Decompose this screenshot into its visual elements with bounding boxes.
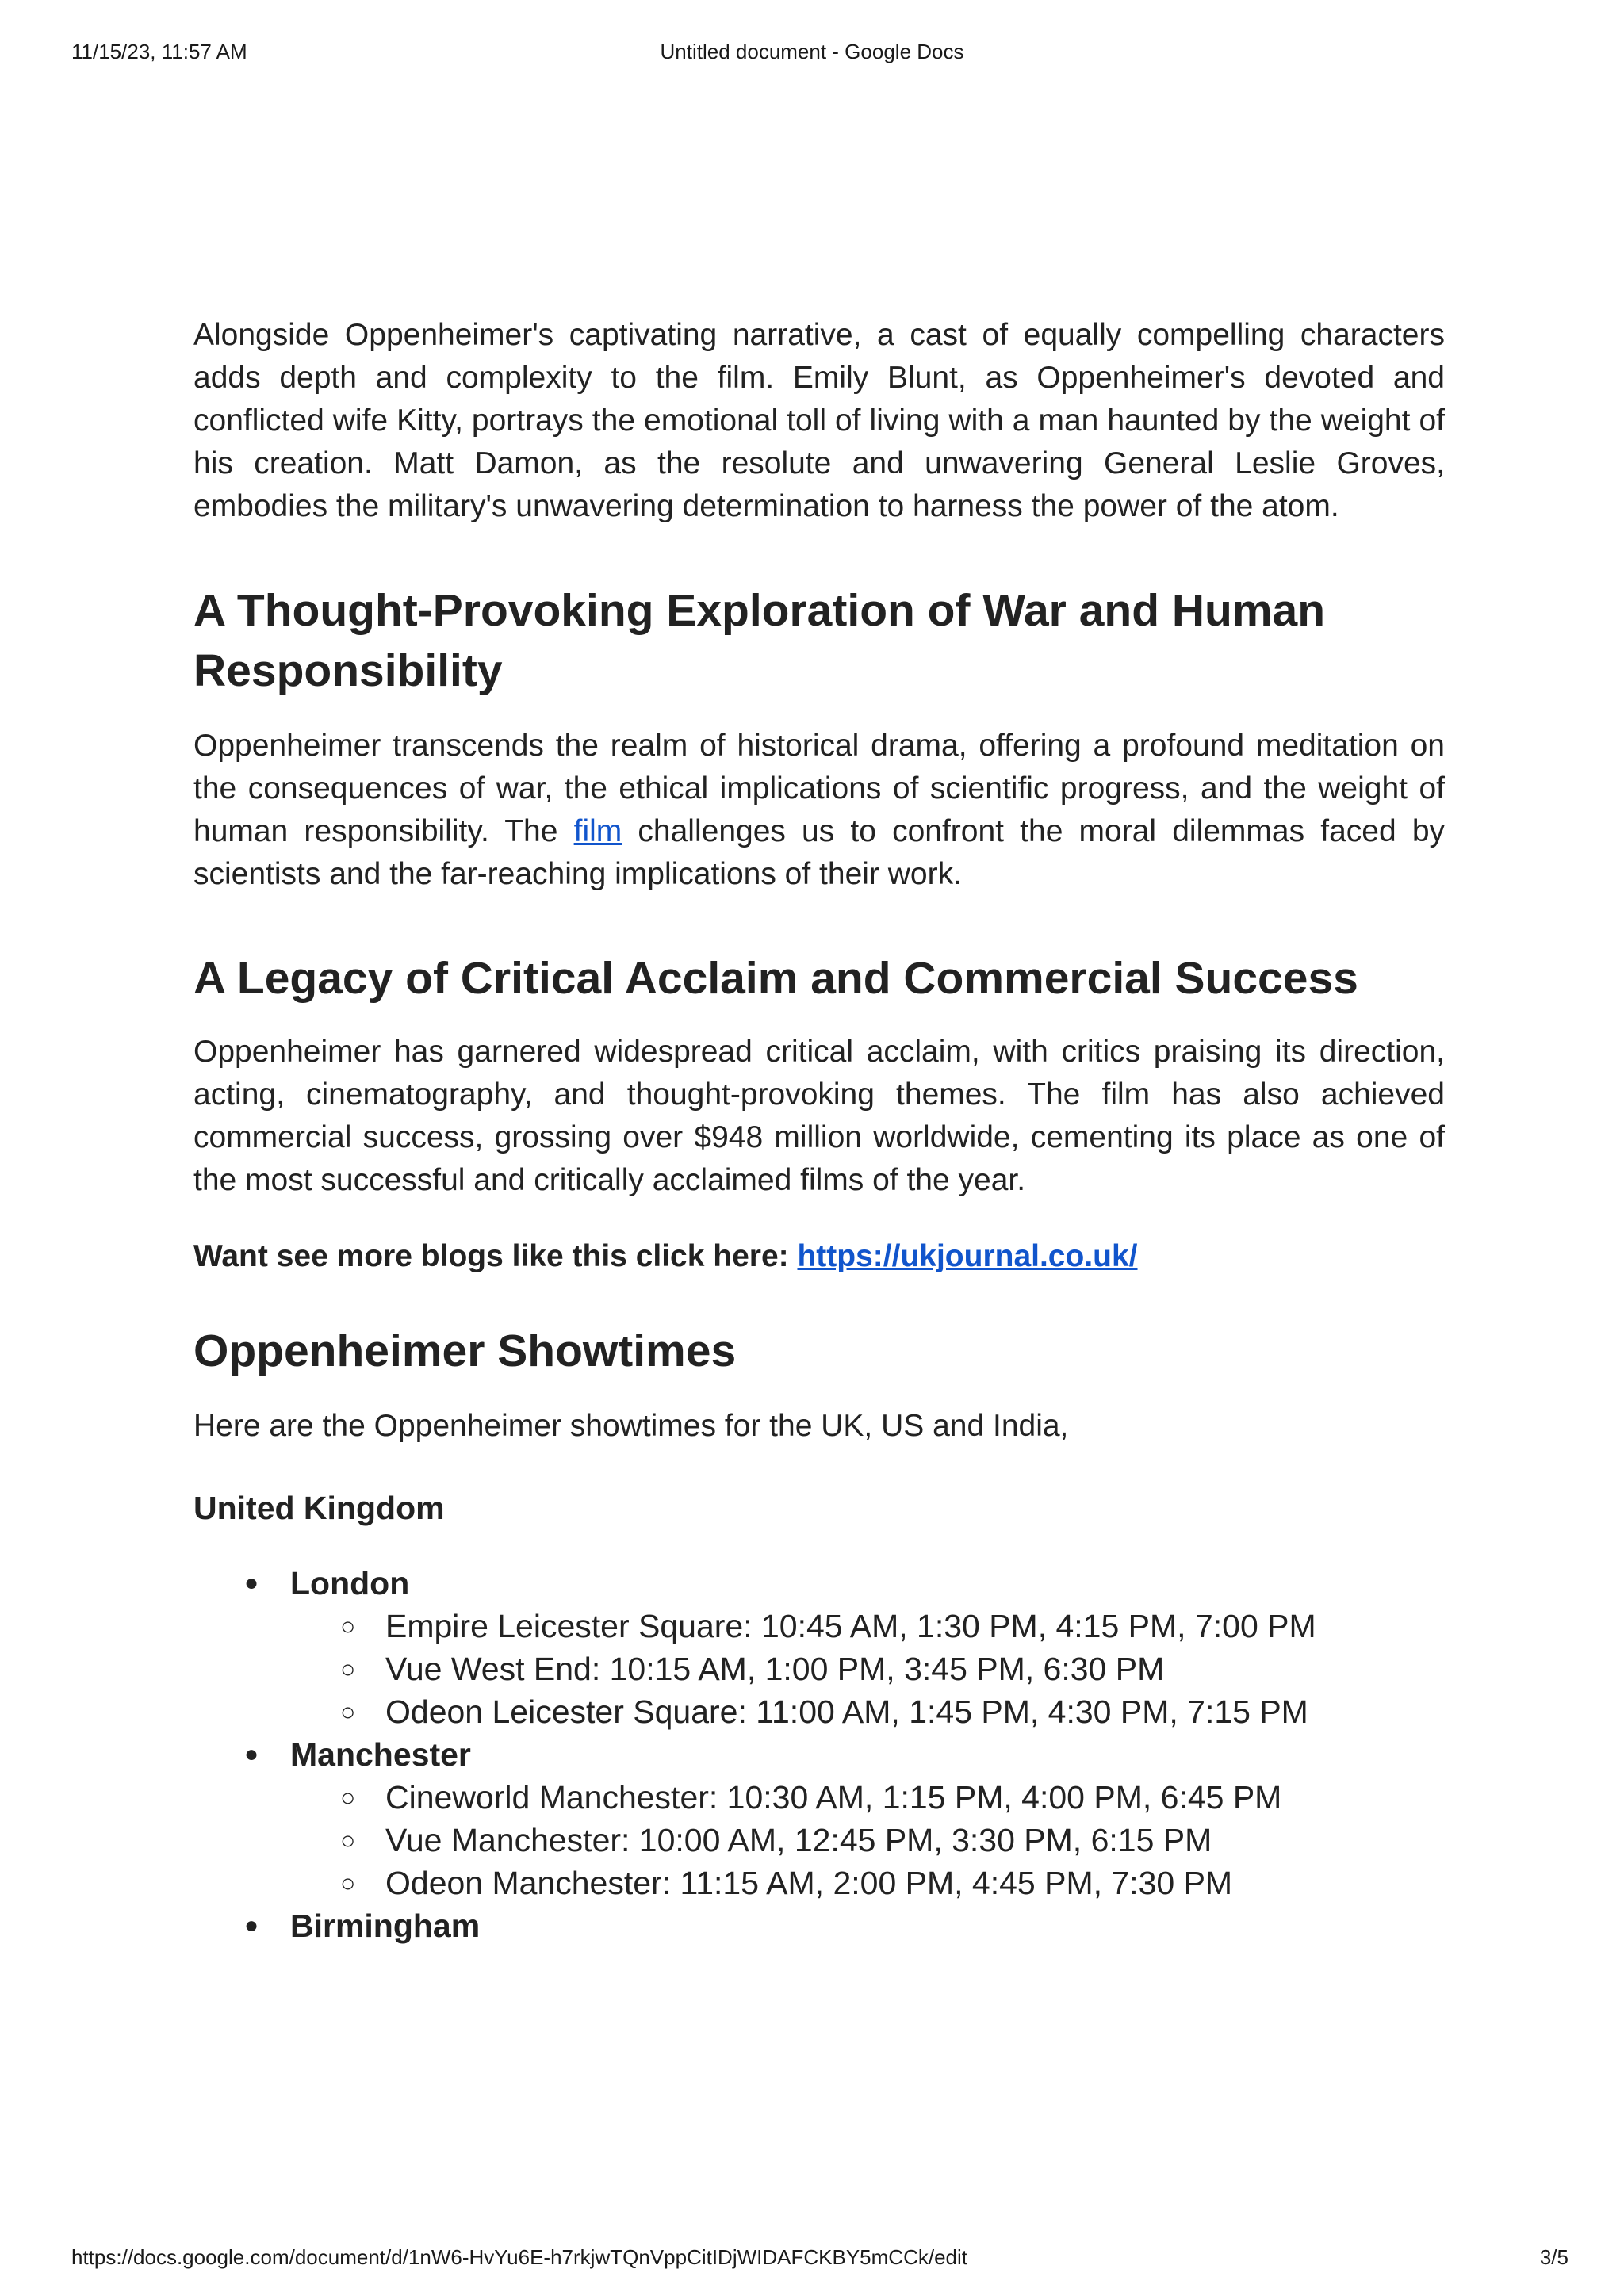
theater-list: [290, 1605, 1445, 1733]
theater-showtimes: Odeon Leicester Square: 11:00 AM, 1:45 PM, 4:30 PM, 7:15 PM: [385, 1693, 1308, 1730]
theater-showtimes: Vue Manchester: 10:00 AM, 12:45 PM, 3:30 PM, 6:15 PM: [385, 1822, 1212, 1858]
print-footer: [0, 2245, 1624, 2274]
bullet-icon: ●: [244, 1741, 259, 1767]
print-url: https://docs.google.com/document/d/1nW6-HvYu6E-h7rkjwTQnVppCitIDjWIDAFCKBY5mCCk/edit: [71, 2245, 967, 2269]
section-heading-war-responsibility: A Thought-Provoking Exploration of War and Human Responsibility: [193, 585, 1326, 696]
document-body: [193, 314, 1445, 1947]
circle-bullet-icon: ○: [340, 1826, 356, 1854]
list-item-theater: [289, 1862, 1445, 1904]
theater-showtimes: Cineworld Manchester: 10:30 AM, 1:15 PM, 4:00 PM, 6:45 PM: [385, 1779, 1282, 1816]
list-item-theater: [289, 1690, 1445, 1733]
section2-paragraph: Oppenheimer has garnered widespread critical acclaim, with critics praising its direction, acting, cinematography, and thought-provoking themes. The film has also achieved commercial success, grossing over $948 million worldwide, cementing its place as one of the most successful and critically acclaimed films of the year.: [193, 1035, 1445, 1197]
section1-paragraph: [193, 725, 1445, 896]
bullet-icon: ●: [244, 1570, 259, 1596]
city-list: [193, 1562, 1445, 1947]
ukjournal-link[interactable]: https://ukjournal.co.uk/: [797, 1239, 1138, 1273]
theater-showtimes: Empire Leicester Square: 10:45 AM, 1:30 PM, 4:15 PM, 7:00 PM: [385, 1608, 1316, 1644]
list-item-city-birmingham: [193, 1904, 1445, 1947]
showtimes-intro: Here are the Oppenheimer showtimes for the UK, US and India,: [193, 1409, 1069, 1443]
circle-bullet-icon: ○: [340, 1783, 356, 1812]
section1-text-after-link: challenges us to confront the moral dilemmas faced by scientists and the far-reaching implications of their work.: [193, 814, 1446, 891]
list-item-theater: [289, 1605, 1445, 1647]
section-heading-showtimes: Oppenheimer Showtimes: [193, 1326, 737, 1376]
bullet-icon: ●: [244, 1912, 259, 1938]
list-item-theater: [289, 1776, 1445, 1819]
page-number: 3/5: [1539, 2245, 1568, 2269]
theater-showtimes: Odeon Manchester: 11:15 AM, 2:00 PM, 4:45 PM, 7:30 PM: [385, 1865, 1233, 1901]
circle-bullet-icon: ○: [340, 1655, 356, 1683]
film-link[interactable]: film: [573, 814, 622, 848]
city-name: Birmingham: [290, 1908, 481, 1944]
country-heading-united-kingdom: United Kingdom: [193, 1490, 445, 1526]
city-name: Manchester: [290, 1736, 471, 1773]
theater-showtimes: Vue West End: 10:15 AM, 1:00 PM, 3:45 PM, 6:30 PM: [385, 1651, 1165, 1687]
print-document-title: Untitled document - Google Docs: [660, 40, 964, 63]
list-item-theater: [289, 1819, 1445, 1862]
print-header: [0, 40, 1624, 68]
section1-text-before-link: Oppenheimer transcends the realm of historical drama, offering a profound meditation on the consequences of war, the ethical implications of scientific progress, and the weight of human responsibility. The: [193, 729, 1445, 848]
circle-bullet-icon: ○: [340, 1869, 356, 1897]
list-item-city-manchester: [193, 1733, 1445, 1904]
intro-paragraph: Alongside Oppenheimer's captivating narrative, a cast of equally compelling characters adds depth and complexity to the film. Emily Blunt, as Oppenheimer's devoted and conflicted wife Kitty, portrays the emotional toll of living with a man haunted by the weight of his creation. Matt Damon, as the resolute and unwavering General Leslie Groves, embodies the military's unwavering determination to harness the power of the atom.: [193, 318, 1445, 523]
section-heading-critical-acclaim: A Legacy of Critical Acclaim and Commercial Success: [193, 953, 1358, 1004]
list-item-theater: [289, 1647, 1445, 1690]
print-datetime: 11/15/23, 11:57 AM: [71, 40, 247, 63]
cta-label: Want see more blogs like this click here:: [193, 1239, 798, 1273]
more-blogs-cta: [193, 1235, 1445, 1278]
circle-bullet-icon: ○: [340, 1612, 356, 1640]
city-name: London: [290, 1565, 410, 1601]
circle-bullet-icon: ○: [340, 1697, 356, 1726]
list-item-city-london: [193, 1562, 1445, 1733]
theater-list: [290, 1776, 1445, 1904]
